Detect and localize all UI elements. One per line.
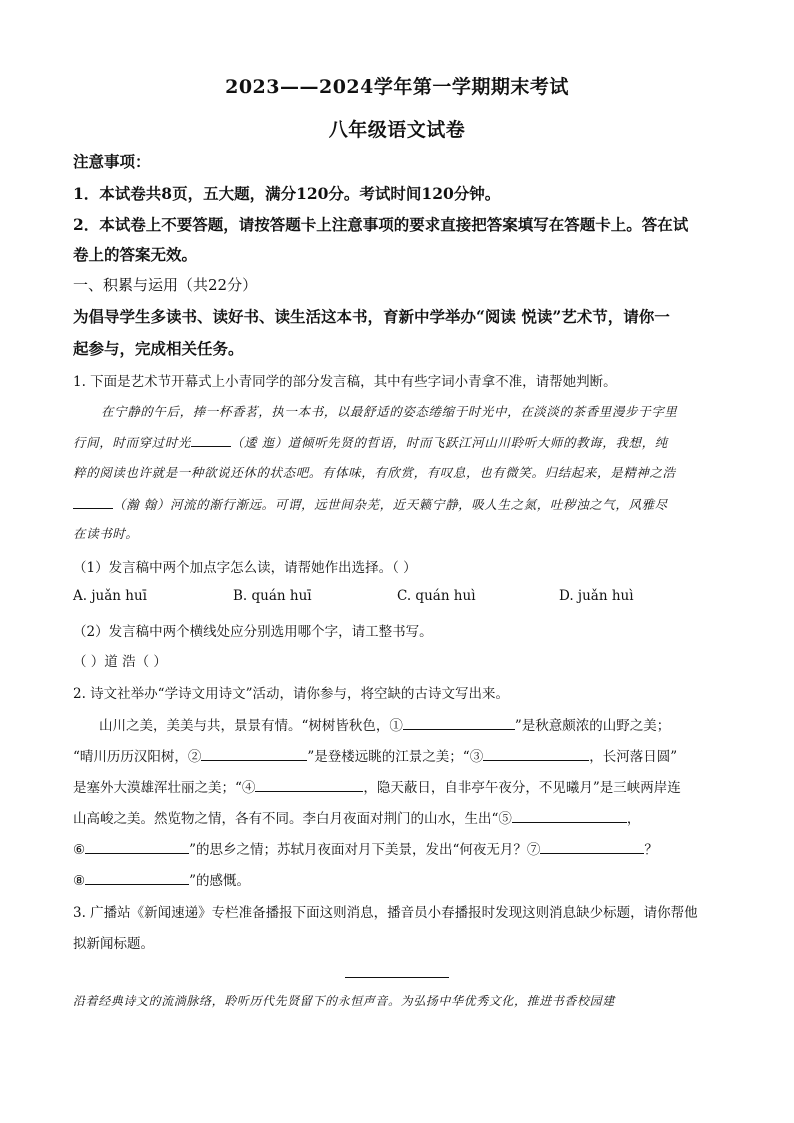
answer-blank[interactable]	[540, 839, 644, 854]
poem-line-1-start: 山川之美，美美与共，景景有情。“树树皆秋色，①	[99, 718, 403, 734]
answer-blank[interactable]	[403, 715, 515, 730]
poem-line-1	[73, 714, 749, 734]
poem-line-2	[73, 745, 723, 765]
poem-line-4-start: 山高峻之美。然览物之情，各有不同。李白月夜面对荆门的山水，生出“⑤	[73, 811, 512, 827]
passage-line-5: 在读书时。	[73, 526, 139, 541]
answer-blank[interactable]	[73, 494, 113, 509]
question-1-sub-2: （2）发言稿中两个横线处应分别选用哪个字，请工整书写。	[73, 624, 433, 640]
poem-line-2-mid: ”是登楼远眺的江景之美；“③	[307, 749, 484, 765]
news-body-first-line: 沿着经典诗文的流淌脉络，聆听历代先贤留下的永恒声音。为弘扬中华优秀文化，推进书香校园建	[73, 994, 615, 1008]
poem-line-5	[73, 838, 723, 858]
passage-line-2-start: 行间，时而穿过时光	[73, 435, 191, 450]
passage-line-2	[73, 432, 723, 451]
answer-blank[interactable]	[191, 432, 231, 447]
notice-heading: 注意事项：	[73, 152, 151, 171]
poem-line-4	[73, 807, 723, 827]
option-d[interactable]: D. juǎn huì	[559, 588, 634, 604]
question-2-stem: 2. 诗文社举办“学诗文用诗文”活动，请你参与，将空缺的古诗文写出来。	[73, 686, 509, 702]
poem-line-6	[73, 869, 723, 889]
passage-line-4-end: （瀚 翰）河流的渐行渐远。可谓，远世间杂芜，近天籁宁静，吸人生之氮，吐秽浊之气，风雅尽	[113, 497, 668, 512]
passage-line-1: 在宁静的午后，捧一杯香茗，执一本书，以最舒适的姿态绻缩于时光中，在淡淡的茶香里漫步于字里	[101, 404, 678, 419]
answer-blank[interactable]	[255, 777, 363, 792]
notice-item-1: 1．本试卷共8页，五大题，满分120分。考试时间120分钟。	[73, 184, 501, 203]
title-answer-line[interactable]	[345, 977, 449, 978]
poem-line-5-mid: ”的思乡之情；苏轼月夜面对月下美景，发出“何夜无月？⑦	[189, 842, 541, 858]
question-1-sub-2-answer[interactable]: （ ）道 浩（ ）	[73, 654, 167, 670]
section-intro-line1: 为倡导学生多读书、读好书、读生活这本书，育新中学举办“阅读 悦读”艺术节，请你一	[73, 307, 670, 326]
option-a[interactable]: A. juǎn huī	[73, 588, 147, 604]
question-1-sub-1: （1）发言稿中两个加点字怎么读，请帮她作出选择。（ ）	[73, 560, 417, 576]
question-3-stem-line2: 拟新闻标题。	[73, 936, 154, 952]
exam-subtitle: 八年级语文试卷	[328, 119, 466, 141]
answer-blank[interactable]	[483, 746, 589, 761]
exam-title: 2023——2024学年第一学期期末考试	[225, 76, 569, 98]
poem-line-4-end: ，	[626, 811, 641, 827]
notice-item-2-line2: 卷上的答案无效。	[73, 245, 198, 264]
passage-line-4	[73, 494, 723, 513]
poem-line-3-end: ，隐天蔽日，自非亭午夜分，不见曦月”是三峡两岸连	[363, 780, 681, 796]
answer-blank[interactable]	[512, 808, 627, 823]
notice-item-2-line1: 2．本试卷上不要答题，请按答题卡上注意事项的要求直接把答案填写在答题卡上。答在试	[73, 215, 689, 234]
poem-line-3	[73, 776, 723, 796]
question-1-stem: 1. 下面是艺术节开幕式上小青同学的部分发言稿，其中有些字词小青拿不准，请帮她判断。	[73, 374, 617, 390]
poem-line-2-end: ，长河落日圆”	[589, 749, 678, 765]
passage-line-2-end: （逶 迤）道倾听先贤的哲语，时而飞跃江河山川聆听大师的教诲，我想，纯	[230, 435, 668, 450]
section-heading: 一、积累与运用（共22分）	[73, 276, 258, 294]
option-c[interactable]: C. quán huì	[397, 588, 476, 604]
question-3-stem-line1: 3. 广播站《新闻速递》专栏准备播报下面这则消息，播音员小春播报时发现这则消息缺少标题，请你帮他	[73, 905, 698, 921]
passage-line-3: 粹的阅读也许就是一种欲说还休的状态吧。有体味，有欣赏，有叹息，也有微笑。归结起来，是精神之浩	[73, 465, 676, 480]
poem-line-6-start: ⑧	[73, 873, 86, 889]
section-intro-line2: 起参与，完成相关任务。	[73, 339, 244, 358]
option-b[interactable]: B. quán huī	[233, 588, 312, 604]
answer-blank[interactable]	[201, 746, 307, 761]
poem-line-5-end: ？	[644, 842, 658, 858]
poem-line-3-start: 是塞外大漠雄浑壮丽之美；“④	[73, 780, 256, 796]
poem-line-5-start: ⑥	[73, 842, 86, 858]
answer-blank[interactable]	[85, 870, 189, 885]
answer-blank[interactable]	[85, 839, 189, 854]
poem-line-1-end: ”是秋意颇浓的山野之美；	[514, 718, 671, 734]
poem-line-2-start: “晴川历历汉阳树，②	[73, 749, 202, 765]
poem-line-6-end: ”的感慨。	[189, 873, 251, 889]
